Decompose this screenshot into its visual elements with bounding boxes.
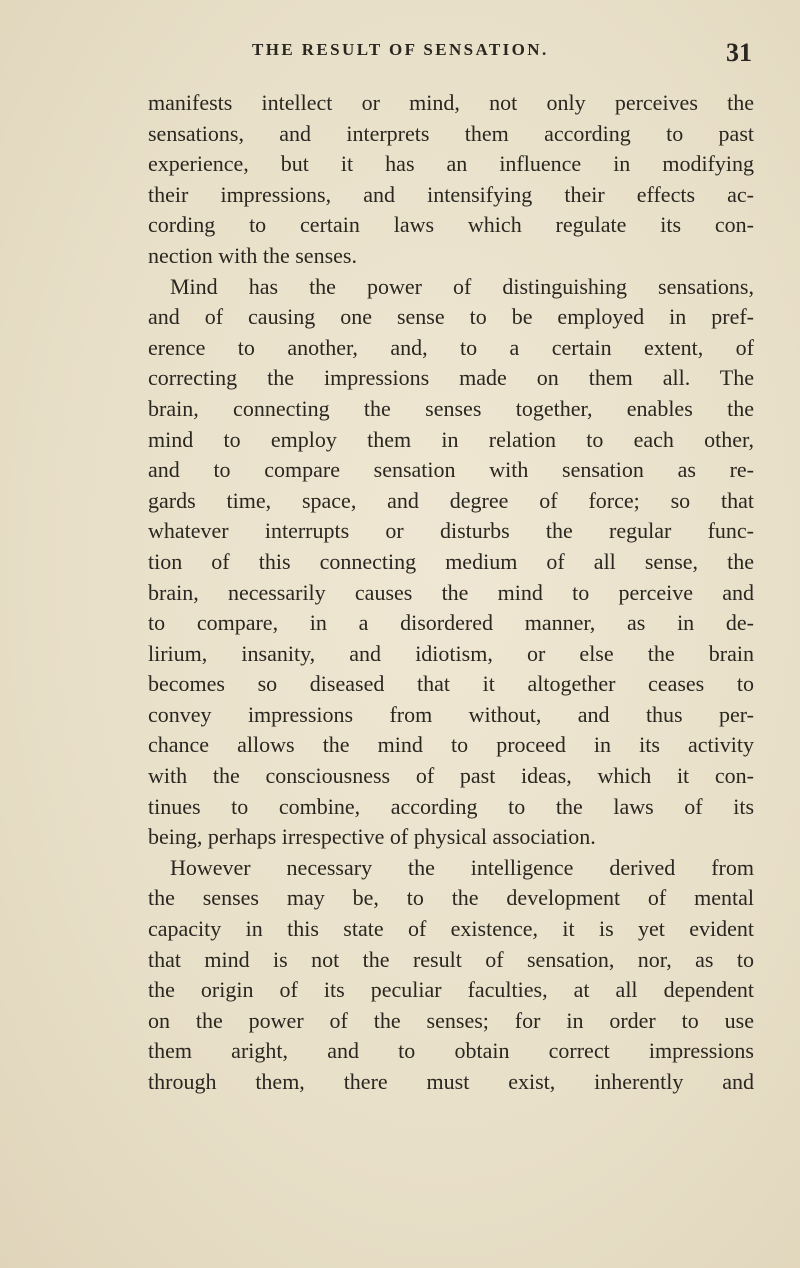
text-line: on the power of the senses; for in order to use [148, 1007, 754, 1033]
text-line: their impressions, and intensifying their effects ac- [148, 181, 754, 207]
text-line: tion of this connecting medium of all sense, the [148, 548, 754, 574]
text-line: the origin of its peculiar faculties, at all dependent [148, 977, 754, 1003]
text-line: However necessary the intelligence derived from [170, 854, 754, 880]
text-line: that mind is not the result of sensation, nor, as to [148, 946, 754, 972]
text-line: lirium, insanity, and idiotism, or else the brain [148, 640, 754, 666]
text-line: chance allows the mind to proceed in its activity [148, 732, 754, 758]
text-line: gards time, space, and degree of force; so that [148, 487, 754, 513]
text-line: becomes so diseased that it altogether ceases to [148, 671, 754, 697]
running-head: THE RESULT OF SENSATION. [252, 40, 549, 59]
text-line: and of causing one sense to be employed in pref- [148, 304, 754, 330]
text-line: tinues to combine, according to the laws of its [148, 793, 754, 819]
text-line: correcting the impressions made on them all. The [148, 365, 754, 391]
text-line: nection with the senses. [148, 242, 357, 268]
text-line: whatever interrupts or disturbs the regular func- [148, 518, 754, 544]
text-line: brain, connecting the senses together, enables the [148, 395, 754, 421]
text-line: sensations, and interprets them according to past [148, 120, 754, 146]
text-line: Mind has the power of distinguishing sensations, [170, 273, 754, 299]
text-line: erence to another, and, to a certain extent, of [148, 334, 754, 360]
text-line: mind to employ them in relation to each other, [148, 426, 754, 452]
page-header [252, 38, 752, 78]
text-line: being, perhaps irrespective of physical association. [148, 824, 596, 850]
text-line: cording to certain laws which regulate its con- [148, 212, 754, 238]
text-line: manifests intellect or mind, not only perceives the [148, 90, 754, 115]
text-line: capacity in this state of existence, it is yet evident [148, 916, 754, 942]
text-line: through them, there must exist, inherently and [148, 1069, 754, 1094]
text-line: them aright, and to obtain correct impressions [148, 1038, 754, 1064]
text-line: to compare, in a disordered manner, as in de- [148, 610, 754, 636]
page-number: 31 [726, 38, 752, 67]
text-line: and to compare sensation with sensation as re- [148, 457, 754, 483]
text-line: the senses may be, to the development of mental [148, 885, 754, 911]
text-line: experience, but it has an influence in modifying [148, 151, 754, 177]
text-line: convey impressions from without, and thus per- [148, 701, 754, 727]
body-text [148, 88, 754, 1098]
text-line: with the consciousness of past ideas, which it con- [148, 763, 754, 789]
text-line: brain, necessarily causes the mind to perceive and [148, 579, 754, 605]
